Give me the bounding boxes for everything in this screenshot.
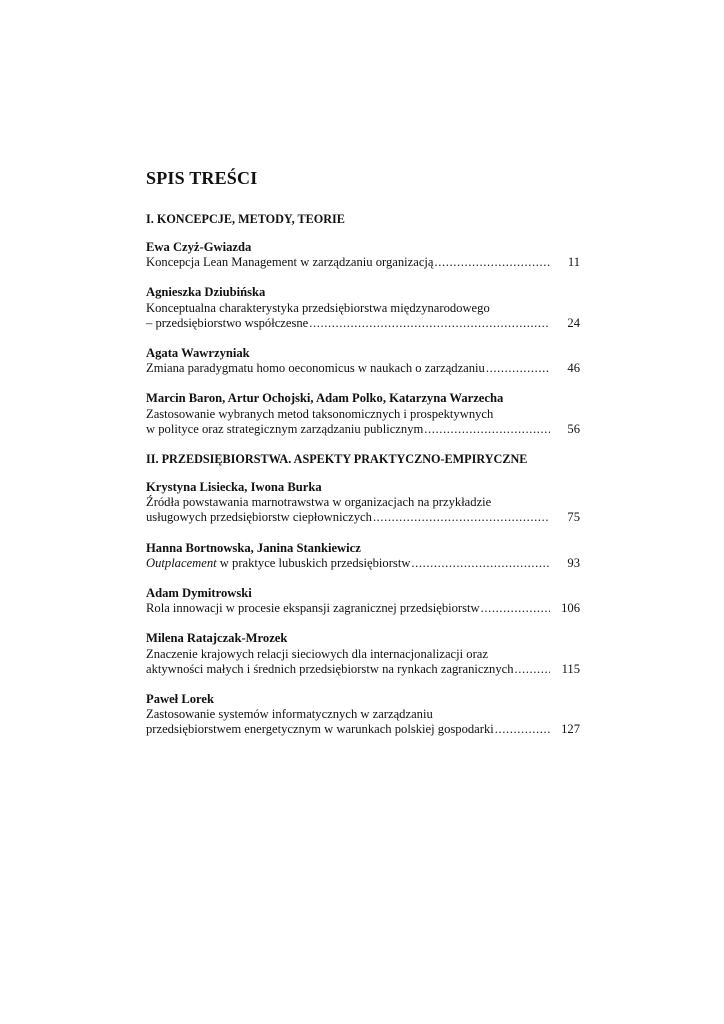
toc-entry <box>146 391 580 437</box>
entry-title-line <box>146 422 580 437</box>
entry-title: Zastosowanie wybranych metod taksonomicznych i prospektywnych <box>146 406 494 421</box>
entry-title: usługowych przedsiębiorstw ciepłowniczych <box>146 510 372 525</box>
dot-leader <box>515 662 550 677</box>
entry-title: w polityce oraz strategicznym zarządzaniu publicznym <box>146 421 424 436</box>
dot-leader <box>309 316 550 331</box>
entry-title: – przedsiębiorstwo współczesne <box>146 315 309 330</box>
dot-leader <box>373 510 550 525</box>
toc-entry <box>146 480 580 526</box>
dot-leader <box>486 361 550 376</box>
entry-title: przedsiębiorstwem energetycznym w warunkach polskiej gospodarki <box>146 722 494 737</box>
toc-entry <box>146 285 580 331</box>
entry-title-line <box>146 361 580 376</box>
entry-title: Zmiana paradygmatu homo oeconomicus w naukach o zarządzaniu <box>146 361 485 376</box>
toc-entry <box>146 692 580 738</box>
toc-section-2 <box>146 452 580 738</box>
section-heading: II. PRZEDSIĘBIORSTWA. ASPEKTY PRAKTYCZNO-EMPIRYCZNE <box>146 452 528 467</box>
entry-title: Konceptualna charakterystyka przedsiębiorstwa międzynarodowego <box>146 300 490 315</box>
page-number: 115 <box>561 661 580 676</box>
entry-author: Agnieszka Dziubińska <box>146 285 266 300</box>
page-number: 11 <box>567 255 580 270</box>
entry-title-rest: w praktyce lubuskich przedsiębiorstw <box>216 555 411 570</box>
page-number: 56 <box>567 421 580 436</box>
entry-title <box>146 556 410 571</box>
table-of-contents <box>146 166 580 753</box>
toc-entry <box>146 631 580 677</box>
entry-title: Znaczenie krajowych relacji sieciowych dla internacjonalizacji oraz <box>146 646 488 661</box>
entry-title-line <box>146 316 580 331</box>
entry-author: Milena Ratajczak-Mrozek <box>146 631 288 646</box>
entry-author: Agata Wawrzyniak <box>146 346 250 361</box>
entry-title-italic: Outplacement <box>146 555 217 570</box>
entry-title-line <box>146 601 580 616</box>
page-number: 106 <box>561 601 580 616</box>
toc-section-1 <box>146 212 580 437</box>
page-number: 75 <box>567 510 580 525</box>
entry-title-line <box>146 662 580 677</box>
entry-author: Marcin Baron, Artur Ochojski, Adam Polko, Katarzyna Warzecha <box>146 391 504 406</box>
entry-title: Rola innowacji w procesie ekspansji zagranicznej przedsiębiorstw <box>146 601 480 616</box>
entry-author: Ewa Czyż-Gwiazda <box>146 240 252 254</box>
entry-title: aktywności małych i średnich przedsiębiorstw na rynkach zagranicznych <box>146 661 514 676</box>
entry-title-line <box>146 722 580 737</box>
dot-leader <box>435 255 550 270</box>
toc-entry <box>146 541 580 571</box>
dot-leader <box>411 556 550 571</box>
page-title: SPIS TREŚCI <box>146 168 258 188</box>
dot-leader <box>481 601 550 616</box>
page-number: 93 <box>567 555 580 570</box>
dot-leader <box>495 722 550 737</box>
entry-author: Krystyna Lisiecka, Iwona Burka <box>146 480 322 495</box>
entry-title: Zastosowanie systemów informatycznych w zarządzaniu <box>146 707 433 722</box>
entry-title: Koncepcja Lean Management w zarządzaniu organizacją <box>146 255 434 270</box>
page-number: 127 <box>561 722 580 737</box>
dot-leader <box>424 422 550 437</box>
toc-entry <box>146 346 580 376</box>
entry-author: Paweł Lorek <box>146 692 214 707</box>
entry-title-line <box>146 510 580 525</box>
page-number: 24 <box>567 315 580 330</box>
page-number: 46 <box>567 361 580 376</box>
entry-author: Hanna Bortnowska, Janina Stankiewicz <box>146 540 361 555</box>
toc-entry <box>146 586 580 616</box>
entry-title-line <box>146 255 580 270</box>
toc-entry <box>146 240 580 270</box>
entry-author: Adam Dymitrowski <box>146 586 252 601</box>
entry-title-line <box>146 556 580 571</box>
section-heading: I. KONCEPCJE, METODY, TEORIE <box>146 212 345 226</box>
entry-title: Źródła powstawania marnotrawstwa w organizacjach na przykładzie <box>146 495 492 510</box>
